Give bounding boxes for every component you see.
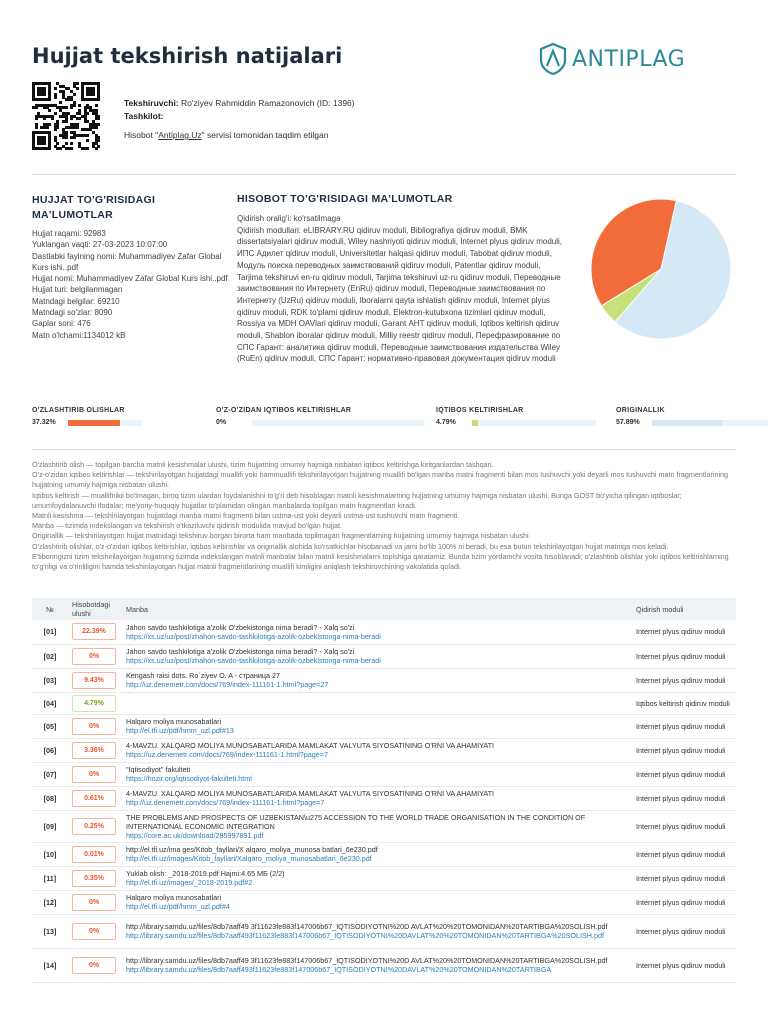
row-number: [10] (32, 842, 68, 866)
source-link[interactable]: https://xs.uz/uz/post/zhahon-savdo-tashkilotiga-azolik-ozbekistonga-nima-beradi (126, 656, 381, 665)
table-header-row (32, 598, 736, 620)
stat-value: 0% (216, 419, 227, 426)
source-cell (122, 948, 632, 982)
row-number: [13] (32, 914, 68, 948)
table-row[interactable] (32, 620, 736, 644)
source-link[interactable]: http://el.tfi.uz/images/Kitob_fayllari/Xalqaro_moliya_munosabatlari_6e230.pdf (126, 854, 372, 863)
search-module: Internet plyus qidiruv moduli (632, 762, 736, 786)
table-row[interactable] (32, 786, 736, 810)
share-badge: 0% (72, 894, 116, 911)
source-cell (122, 786, 632, 810)
page-title: Hujjat tekshirish natijalari (32, 44, 343, 68)
source-title: http://library.samdu.uz/files/8db7aaff49 3f11623fe883f147006b67_IQTISODIYOTNI%20D AVLAT%20%20TOMONIDAN%20TARTIBGA%20SOLISH.pdf (126, 922, 608, 931)
stats-row (32, 407, 736, 431)
share-badge: 0% (72, 923, 116, 940)
stat-label: O'ZLASHTIRIB OLISHLAR (32, 407, 125, 414)
checker-info (124, 97, 355, 142)
row-number: [05] (32, 714, 68, 738)
checker-label: Tekshiruvchi: (124, 98, 179, 108)
header-source: Manba (126, 604, 148, 614)
document-info-line: Gaplar soni: 476 (32, 319, 91, 329)
table-row[interactable] (32, 810, 736, 842)
source-cell (122, 668, 632, 692)
divider (32, 174, 736, 175)
source-title: Jahon savdo tashkilotiga a'zolik O'zbekistonga nima beradi? - Xalq so'zi (126, 622, 355, 632)
search-module: Internet plyus qidiruv moduli (632, 810, 736, 842)
service-prefix: Hisobot " (124, 130, 159, 140)
source-link[interactable]: http://uz.denemetr.com/docs/769/index-111161-1.html?page=27 (126, 680, 329, 689)
search-module: Internet plyus qidiruv moduli (632, 620, 736, 644)
search-module: Internet plyus qidiruv moduli (632, 738, 736, 762)
source-link[interactable]: http://el.tfi.uz/images/_2018-2019.pdf#2 (126, 878, 253, 887)
document-info-line: Yuklangan vaqti: 27-03-2023 10:07:00 (32, 240, 168, 250)
row-number: [01] (32, 620, 68, 644)
stat-bar-fill (68, 420, 120, 426)
stat-item (436, 407, 524, 426)
logo-text: ANTIPLAG (572, 46, 686, 72)
source-title: THE PROBLEMS AND PROSPECTS OF UZBEKISTAN\u275 ACCESSION TO THE WORLD TRADE ORGANISATION IN THE CONDITION OF INTERNATIONAL ECONOMIC INTEGRATION (126, 812, 586, 831)
table-row[interactable] (32, 692, 736, 714)
search-module: Internet plyus qidiruv moduli (632, 948, 736, 982)
antiplag-logo (538, 42, 685, 76)
header-module: Qidirish moduli (636, 604, 684, 614)
source-link[interactable]: http://library.samdu.uz/files/8db7aaff493f11623fe883f147006b67_IQTISODIYOTNI%20DAVLAT%20%20TOMONIDAN%20TARTIBGA (126, 965, 552, 974)
document-info-line: Dastlabki faylning nomi: Muhammadiyev Zafar Global Kurs ishi..pdf (32, 251, 222, 272)
document-info-line: Hujjat turi: belgilanmagan (32, 285, 123, 295)
table-row[interactable] (32, 866, 736, 890)
stat-item (32, 407, 125, 426)
search-module: Internet plyus qidiruv moduli (632, 644, 736, 668)
organization-label: Tashkilot: (124, 111, 164, 121)
source-title: http://library.samdu.uz/files/8db7aaff49 3f11623fe883f147006b67_IQTISODIYOTNI%20D AVLAT%20%20TOMONIDAN%20TARTIBGA%20SOLISH.pdf (126, 956, 608, 965)
search-module: Iqtibos keltirish qidiruv moduli (632, 692, 736, 714)
document-info-heading: HUJJAT TO'G'RISIDAGI MA'LUMOTLAR (32, 194, 156, 221)
stat-bar (472, 420, 596, 426)
search-module: Internet plyus qidiruv moduli (632, 714, 736, 738)
source-link[interactable]: http://el.tfi.uz/pdf/hmm_uzl.pdf#4 (126, 902, 230, 911)
document-info-line: Hujjat nomi: Muhammadiyev Zafar Global Kurs ishi..pdf (32, 274, 228, 284)
table-row[interactable] (32, 890, 736, 914)
stat-bar-fill (652, 420, 722, 426)
share-badge: 22.39% (72, 623, 116, 640)
share-badge: 4.79% (72, 695, 116, 712)
antiplag-link[interactable]: Antiplag.Uz (158, 130, 202, 140)
stat-bar (652, 420, 768, 426)
row-number: [12] (32, 890, 68, 914)
legend-paragraph: E'tiboringizni tizim tekshirilayotgan hujjatning tizimda indekslangan matnli manbalar bilan matnli kesishmalarni topishiga qaratamiz. Bunda tizim yordamchi vosita hisoblanadi; o'zlashtirib olishlar yoki iqtibos keltirishlarning to'g'riligi va o'rinliligini hamda tekshirilayotgan hujjat matnli fragmentlarining muallifi kimligini aniqlash tekshiruvchining vakolatida qoladi. (32, 551, 729, 572)
share-badge: 0.61% (72, 790, 116, 807)
search-module: Internet plyus qidiruv moduli (632, 914, 736, 948)
document-info-line: Hujjat raqami: 92983 (32, 229, 106, 238)
source-cell (122, 692, 632, 714)
legend-paragraph: Manba — tizimda indekslangan va tekshirish o'tkaziluvchi qidirish modulida mavjud bo'lgan hujjat. (32, 521, 342, 531)
header-share: Hisobotdagi ulushi (72, 600, 110, 618)
source-cell (122, 914, 632, 948)
source-link[interactable]: http://library.samdu.uz/files/8db7aaff493f11623fe883f147006b67_IQTISODIYOTNI%20DAVLAT%20%20TOMONIDAN%20TARTIBGA%20SOLISH.pdf (126, 931, 604, 940)
legend-paragraph: Iqtibos keltirish — muallifnikii bo'lmagan, biroq tizim ulardan foydalanishni to'g'ri deb hisoblagan matnli kesishmalarning hujjatning umumiy hajmiga nisbatan ulushi. Bunga GOST bo'yicha qilingan iqtiboslar; umumfoydalanuvchi ifodalar; me'yoriy-huquqiy hujjatlar to'plamidan olingan manbalarda topilgan matn fragmentlari kiradi. (32, 490, 682, 510)
stat-value: 4.79% (436, 419, 456, 426)
source-cell (122, 842, 632, 866)
source-cell (122, 714, 632, 738)
share-badge: 0% (72, 648, 116, 665)
share-badge: 0.01% (72, 846, 116, 863)
legend-paragraph: O'zlashtirib olish — topilgan barcha matnli kesishmalar ulushi, tizim hujjatning umumiy hajmiga nisbatan iqtibos keltirishga kiritganlardan tashqari. (32, 460, 494, 469)
document-info-line: Matndagi so'zlar: 8090 (32, 308, 113, 318)
row-number: [11] (32, 866, 68, 890)
stat-value: 37.32% (32, 419, 56, 426)
share-badge: 0% (72, 766, 116, 783)
table-row[interactable] (32, 914, 736, 948)
source-cell (122, 762, 632, 786)
stat-value: 57.89% (616, 419, 640, 426)
legend-paragraph: Matnli kesishma — tekshirilayotgan hujjatdagi manba matni fragmenti bilan ustma-ust yoki deyarli ustma-ust tushuvchi matn fragmenti. (32, 511, 460, 521)
source-title: 4-MAVZU. XALQARO MOLIYA MUNOSABATLARIDA MAMLAKAT VALYUTA SIYOSATINING O'RNI VA AHAMIYATI (126, 789, 495, 798)
table-row[interactable] (32, 644, 736, 668)
stat-bar (68, 420, 142, 426)
table-row[interactable] (32, 714, 736, 738)
source-cell (122, 738, 632, 762)
source-title: http://el.tfi.uz/ima ges/Kitob_fayllari/X alqaro_moliya_munosa batlari_6e230.pdf (126, 845, 378, 854)
source-cell (122, 644, 632, 668)
search-modules: Qidirish modullari: eLIBRARY.RU qidiruv moduli, Bibliografiya qidiruv moduli, BMK dissertatsiyalari qidiruv moduli, Wiley nashriyoti qidiruv moduli, Internet plyus qidiruv moduli, ИПС Адилет qidiruv moduli, Universitetlar halqasi qidiruv moduli, Tabobat qidiruv moduli, Модуль поиска переводных заимствований qidiruv moduli, Patentlar qidiruv moduli, Tarjima tekshiruvi en-ru qidiruv moduli, Tarjima tekshiruvi uz-ru qidiruv moduli, Переводные заимствования по Интернету (EnRu) qidiruv moduli, Переводные заимствования по Интернету (UzRu) qidiruv moduli, Iboralarni qayta ishlatish qidiruv moduli, Internet plyus qidiruv moduli, RDK to'plami qidiruv moduli, Elektron-kutubxona tizimlari qidiruv moduli, Rossiya va MDH OAVlari qidiruv moduli, Garant АНТ qidiruv moduli, Iqtibos keltirish qidiruv moduli, Shablon iboralar qidiruv moduli, Milliy reestr qidiruv moduli, Перефразирование по СПС Гарант: аналитика qidiruv moduli, Переводные заимствования издательства Wiley (RuEn) qidiruv moduli, СПС Гарант: нормативно-правовая документация qidiruv moduli (237, 225, 563, 364)
source-cell (122, 890, 632, 914)
source-title: Halqaro moliya munosabatlari (126, 893, 222, 902)
document-info (32, 228, 232, 341)
row-number: [06] (32, 738, 68, 762)
service-suffix: " servisi tomonidan taqdim etilgan (201, 130, 329, 140)
table-row[interactable] (32, 842, 736, 866)
shield-logo-icon (538, 42, 568, 76)
definitions-legend (32, 460, 740, 572)
qr-code (32, 82, 100, 150)
search-module: Internet plyus qidiruv moduli (632, 890, 736, 914)
row-number: [09] (32, 810, 68, 842)
source-link[interactable]: https://hozir.org/iqtisodiyot-fakulteti.html (126, 774, 252, 783)
source-link[interactable]: https://core.ac.uk/download/285997891.pdf (126, 830, 264, 840)
search-module: Internet plyus qidiruv moduli (632, 786, 736, 810)
stat-bar-fill (472, 420, 478, 426)
search-module: Internet plyus qidiruv moduli (632, 668, 736, 692)
search-scope: Qidirish oralig'i: ko'rsatilmaga (237, 214, 341, 223)
source-title: Halqaro moliya munosabatlari (126, 717, 222, 726)
row-number: [14] (32, 948, 68, 982)
stat-label: O'Z-O'ZIDAN IQTIBOS KELTIRISHLAR (216, 407, 352, 414)
legend-paragraph: O'zlashtirib olishlar, o'z-o'zidan iqtibos keltirishlar, iqtibos keltirishlar va originallik alohida ko'rsatkichlar hisobanadi va jami bo'lib 100% ni beradi, bu esa butun tekshirilayotgan hujjat matniga mos keladi. (32, 541, 669, 551)
row-number: [07] (32, 762, 68, 786)
stat-bar (252, 420, 424, 426)
share-badge: 0.35% (72, 870, 116, 887)
search-module: Internet plyus qidiruv moduli (632, 842, 736, 866)
source-link[interactable]: http://el.tfi.uz/pdf/hmm_uzl.pdf#13 (126, 726, 234, 735)
source-title: Yuklab olish: _2018-2019.pdf Hajmi:4.65 МБ (2/2) (126, 869, 285, 878)
stat-label: IQTIBOS KELTIRISHLAR (436, 407, 524, 414)
table-row[interactable] (32, 668, 736, 692)
source-cell (122, 620, 632, 644)
results-pie-chart (586, 194, 736, 344)
source-link[interactable]: https://uz.denemetr.com/docs/769/index-111161-1.html?page=7 (126, 750, 328, 759)
row-number: [03] (32, 668, 68, 692)
source-title: Kengash raisi dots. Ro`ziyev O. A - страница 27 (126, 671, 281, 680)
stat-item (216, 407, 352, 426)
report-info (237, 213, 567, 365)
table-row[interactable] (32, 762, 736, 786)
legend-paragraph: Originallik — tekshirilayotgan hujjat matnidagi tekshiruv borgan birorta ham manbada topilmagan fragmentlarning hujjatning umumiy hajmiga nisbatan ulushi. (32, 531, 531, 541)
report-info-heading: HISOBOT TO'G'RISIDAGI MA'LUMOTLAR (237, 193, 453, 205)
row-number: [04] (32, 692, 68, 714)
row-number: [08] (32, 786, 68, 810)
document-info-line: Matn o'lchami:1134012 kB (32, 330, 126, 340)
source-cell (122, 866, 632, 890)
table-row[interactable] (32, 948, 736, 982)
share-badge: 0% (72, 957, 116, 974)
source-title: "Iqtisodiyot" fakulteti (126, 765, 191, 774)
legend-paragraph: O'z-o'zidan iqtibos keltirishlar — tekshirilayotgan hujjatdagi muallifi yoki hammuallifi tekshirilayotgan hujjatning muallifi bo'lgan manba matni fragmenti bilan mos tushuvchi yoki deyarli mos tushuvchi matn fragmentlarining hujjatning umumiy hajmiga nisbatan ulushi. (32, 470, 729, 490)
source-link[interactable]: https://xs.uz/uz/post/zhahon-savdo-tashkilotiga-azolik-ozbekistonga-nima-beradi (126, 631, 381, 641)
document-info-line: Matndagi belgilar: 69210 (32, 296, 120, 306)
share-badge: 3.36% (72, 742, 116, 759)
share-badge: 0.25% (72, 818, 116, 835)
stat-label: ORIGINALLIK (616, 407, 665, 414)
stat-item (616, 407, 665, 426)
table-row[interactable] (32, 738, 736, 762)
source-link[interactable]: http://uz.denemetr.com/docs/769/index-111161-1.html?page=7 (126, 798, 325, 807)
source-title: 4-MAVZU. XALQARO MOLIYA MUNOSABATLARIDA MAMLAKAT VALYUTA SIYOSATINING O'RNI VA AHAMIYATI (126, 741, 495, 750)
row-number: [02] (32, 644, 68, 668)
search-module: Internet plyus qidiruv moduli (632, 866, 736, 890)
sources-table (32, 598, 736, 983)
share-badge: 9.43% (72, 672, 116, 689)
divider (32, 449, 736, 450)
share-badge: 0% (72, 718, 116, 735)
source-cell (122, 810, 632, 842)
source-title: Jahon savdo tashkilotiga a'zolik O'zbekistonga nima beradi? - Xalq so'zi (126, 647, 355, 656)
header-number: № (46, 604, 54, 614)
checker-value: Ro'ziyev Rahmiddin Ramazonovich (ID: 1396) (181, 98, 355, 108)
